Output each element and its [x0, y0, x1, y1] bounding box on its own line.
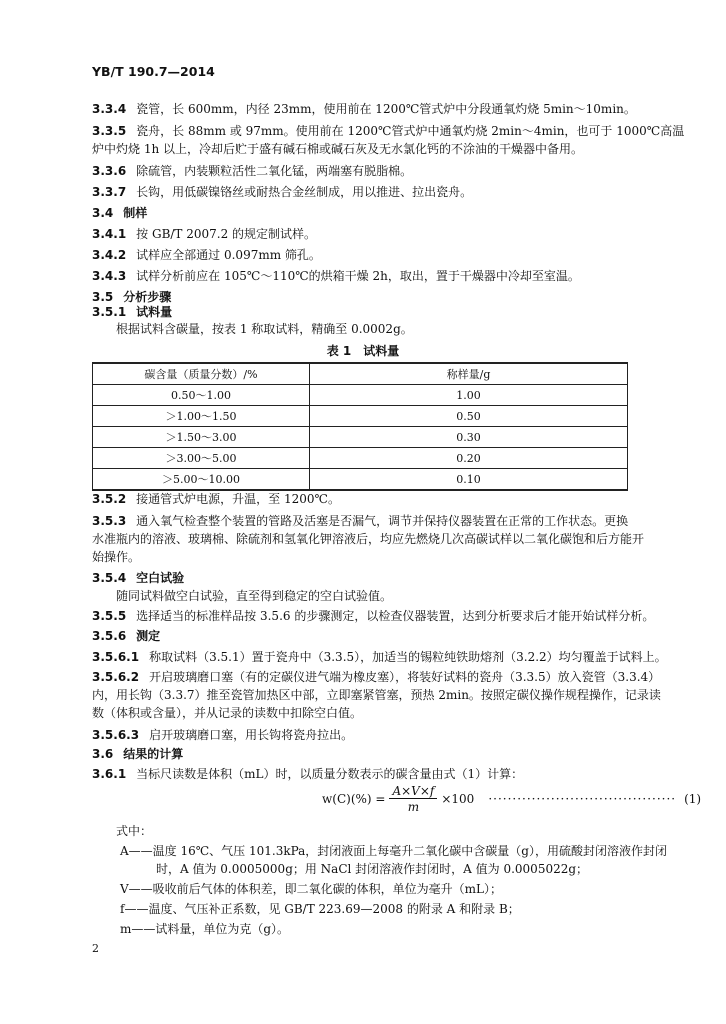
clause-text: 除硫管，内装颗粒活性二氧化锰，两端塞有脱脂棉。	[136, 164, 413, 178]
leader-dots: ·······································	[488, 792, 677, 806]
table-cell: 0.50～1.00	[93, 385, 310, 406]
table-cell: ＞3.00～5.00	[93, 448, 310, 469]
clause-3-3-5	[92, 122, 684, 140]
clause-number: 3.4.3	[92, 269, 127, 283]
section-title: 结果的计算	[123, 747, 184, 761]
clause-3-5-6-heading	[92, 627, 160, 645]
clause-3-5-1-text: 根据试料含碳量，按表 1 称取试料，精确至 0.0002g。	[116, 322, 413, 336]
section-title: 分析步骤	[123, 290, 172, 304]
clause-3-5-6-2	[92, 668, 660, 686]
clause-3-3-7	[92, 183, 472, 201]
clause-text: 通入氧气检查整个装置的管路及活塞是否漏气，调节并保持仪器装置在正常的工作状态。更换	[136, 514, 629, 528]
table-header-row	[93, 363, 628, 385]
equation-number: (1)	[684, 792, 702, 806]
table-cell: ＞5.00～10.00	[93, 469, 310, 491]
clause-3-5-5	[92, 607, 654, 625]
clause-text: 称取试料（3.5.1）置于瓷舟中（3.3.5），加适当的锡粒纯铁助熔剂（3.2.2）均匀覆盖于试料上。	[149, 650, 667, 664]
clause-number: 3.3.5	[92, 124, 127, 138]
clause-number: 3.3.4	[92, 102, 127, 116]
clause-number: 3.6.1	[92, 767, 127, 781]
clause-text: 试样应全部通过 0.097mm 筛孔。	[136, 248, 321, 262]
section-title: 制样	[123, 206, 148, 220]
variable-V: V——吸收前后气体的体积差，即二氧化碳的体积，单位为毫升（mL）；	[120, 882, 503, 896]
equation-1	[322, 784, 701, 814]
clause-3-5-3-cont2: 始操作。	[92, 550, 141, 564]
table-cell: ＞1.00～1.50	[93, 406, 310, 427]
clause-number: 3.3.7	[92, 185, 127, 199]
clause-3-5-4-heading	[92, 569, 184, 587]
clause-3-5-6-2-cont2: 数（体积或含量），并从记录的读数中扣除空白值。	[92, 706, 363, 720]
table-row	[93, 406, 628, 427]
clause-3-3-5-cont: 炉中灼烧 1h 以上，冷却后贮于盛有碱石棉或碱石灰及无水氯化钙的不涂油的干燥器中备用。	[92, 142, 583, 156]
table-header-mass: 称样量/g	[310, 363, 628, 385]
clause-number: 3.5.6.1	[92, 650, 140, 664]
clause-3-4-3	[92, 267, 580, 285]
table-cell: ＞1.50～3.00	[93, 427, 310, 448]
sample-mass-table	[92, 362, 628, 491]
clause-3-4-2	[92, 246, 321, 264]
table-cell: 0.50	[310, 406, 628, 427]
table-cell: 0.10	[310, 469, 628, 491]
clause-title: 测定	[136, 629, 161, 643]
clause-3-4-1	[92, 225, 316, 243]
variable-m: m——试料量，单位为克（g）。	[120, 922, 290, 936]
clause-number: 3.3.6	[92, 164, 127, 178]
clause-number: 3.5.6.3	[92, 728, 140, 742]
table-cell: 0.20	[310, 448, 628, 469]
clause-number: 3.5.3	[92, 514, 127, 528]
clause-number: 3.5.6.2	[92, 670, 140, 684]
section-number: 3.4	[92, 206, 114, 220]
clause-3-3-6	[92, 162, 412, 180]
table-row	[93, 469, 628, 491]
clause-3-5-4-text: 随同试料做空白试验，直至得到稳定的空白试验值。	[116, 589, 393, 603]
section-number: 3.6	[92, 747, 114, 761]
clause-number: 3.4.2	[92, 248, 127, 262]
clause-3-5-6-3	[92, 726, 353, 744]
table-header-carbon: 碳含量（质量分数）/%	[93, 363, 310, 385]
section-number: 3.5	[92, 290, 114, 304]
where-label: 式中：	[116, 824, 153, 838]
clause-number: 3.5.1	[92, 305, 127, 319]
section-3-4-heading	[92, 204, 147, 222]
clause-3-5-6-1	[92, 648, 667, 666]
clause-text: 瓷舟，长 88mm 或 97mm。使用前在 1200℃管式炉中通氧灼烧 2min～4min，也可于 1000℃高温	[136, 124, 685, 138]
clause-text: 试样分析前应在 105℃～110℃的烘箱干燥 2h，取出，置于干燥器中冷却至室温。	[136, 269, 580, 283]
table-cell: 0.30	[310, 427, 628, 448]
clause-3-5-2	[92, 490, 340, 508]
clause-3-5-3-cont1: 水准瓶内的溶液、玻璃棉、除硫剂和氢氧化钾溶液后，均应先燃烧几次高碳试样以二氧化碳饱和后方能开	[92, 532, 645, 546]
clause-number: 3.5.4	[92, 571, 127, 585]
clause-number: 3.4.1	[92, 227, 127, 241]
clause-3-3-4	[92, 100, 636, 118]
table-caption: 表 1 试料量	[326, 344, 400, 358]
clause-3-5-1-heading	[92, 303, 172, 321]
clause-3-5-3	[92, 512, 628, 530]
clause-text: 启开玻璃磨口塞，用长钩将瓷舟拉出。	[149, 728, 354, 742]
clause-number: 3.5.2	[92, 492, 127, 506]
equation-lhs: w(C)(%) =	[322, 792, 386, 806]
table-row	[93, 385, 628, 406]
page-number: 2	[92, 942, 99, 955]
clause-number: 3.5.6	[92, 629, 127, 643]
table-row	[93, 448, 628, 469]
variable-f: f——温度、气压补正系数，见 GB/T 223.69—2008 的附录 A 和附录 B；	[120, 902, 520, 916]
clause-text: 选择适当的标准样品按 3.5.6 的步骤测定，以检查仪器装置，达到分析要求后才能开始试样分析。	[136, 609, 655, 623]
section-3-6-heading	[92, 745, 183, 763]
clause-title: 空白试验	[136, 571, 185, 585]
equation-denominator: m	[407, 800, 420, 814]
variable-A-cont: 时，A 值为 0.0005000g；用 NaCl 封闭溶液作封闭时，A 值为 0.0005022g；	[156, 862, 589, 876]
table-cell: 1.00	[310, 385, 628, 406]
variable-A: A——温度 16℃、气压 101.3kPa，封闭液面上每毫升二氧化碳中含碳量（g），用硫酸封闭溶液作封闭	[120, 844, 667, 858]
clause-3-5-6-2-cont1: 内，用长钩（3.3.7）推至瓷管加热区中部，立即塞紧管塞，预热 2min。按照定碳仪操作规程操作，记录读	[92, 688, 661, 702]
equation-fraction	[389, 784, 437, 814]
clause-3-6-1	[92, 765, 523, 783]
clause-text: 接通管式炉电源，升温，至 1200℃。	[136, 492, 340, 506]
clause-title: 试料量	[136, 305, 173, 319]
clause-text: 按 GB/T 2007.2 的规定制试样。	[136, 227, 317, 241]
equation-numerator: A×V×f	[389, 784, 437, 799]
standard-header: YB/T 190.7—2014	[92, 64, 215, 79]
clause-text: 长钩，用低碳镍铬丝或耐热合金丝制成，用以推进、拉出瓷舟。	[136, 185, 473, 199]
equation-rhs: ×100	[441, 792, 475, 806]
clause-text: 当标尺读数是体积（mL）时，以质量分数表示的碳含量由式（1）计算：	[136, 767, 524, 781]
table-row	[93, 427, 628, 448]
clause-text: 开启玻璃磨口塞（有的定碳仪进气端为橡皮塞），将装好试料的瓷舟（3.3.5）放入瓷管（3.3.4）	[149, 670, 661, 684]
clause-text: 瓷管，长 600mm，内径 23mm，使用前在 1200℃管式炉中分段通氧灼烧 5min～10min。	[136, 102, 636, 116]
clause-number: 3.5.5	[92, 609, 127, 623]
